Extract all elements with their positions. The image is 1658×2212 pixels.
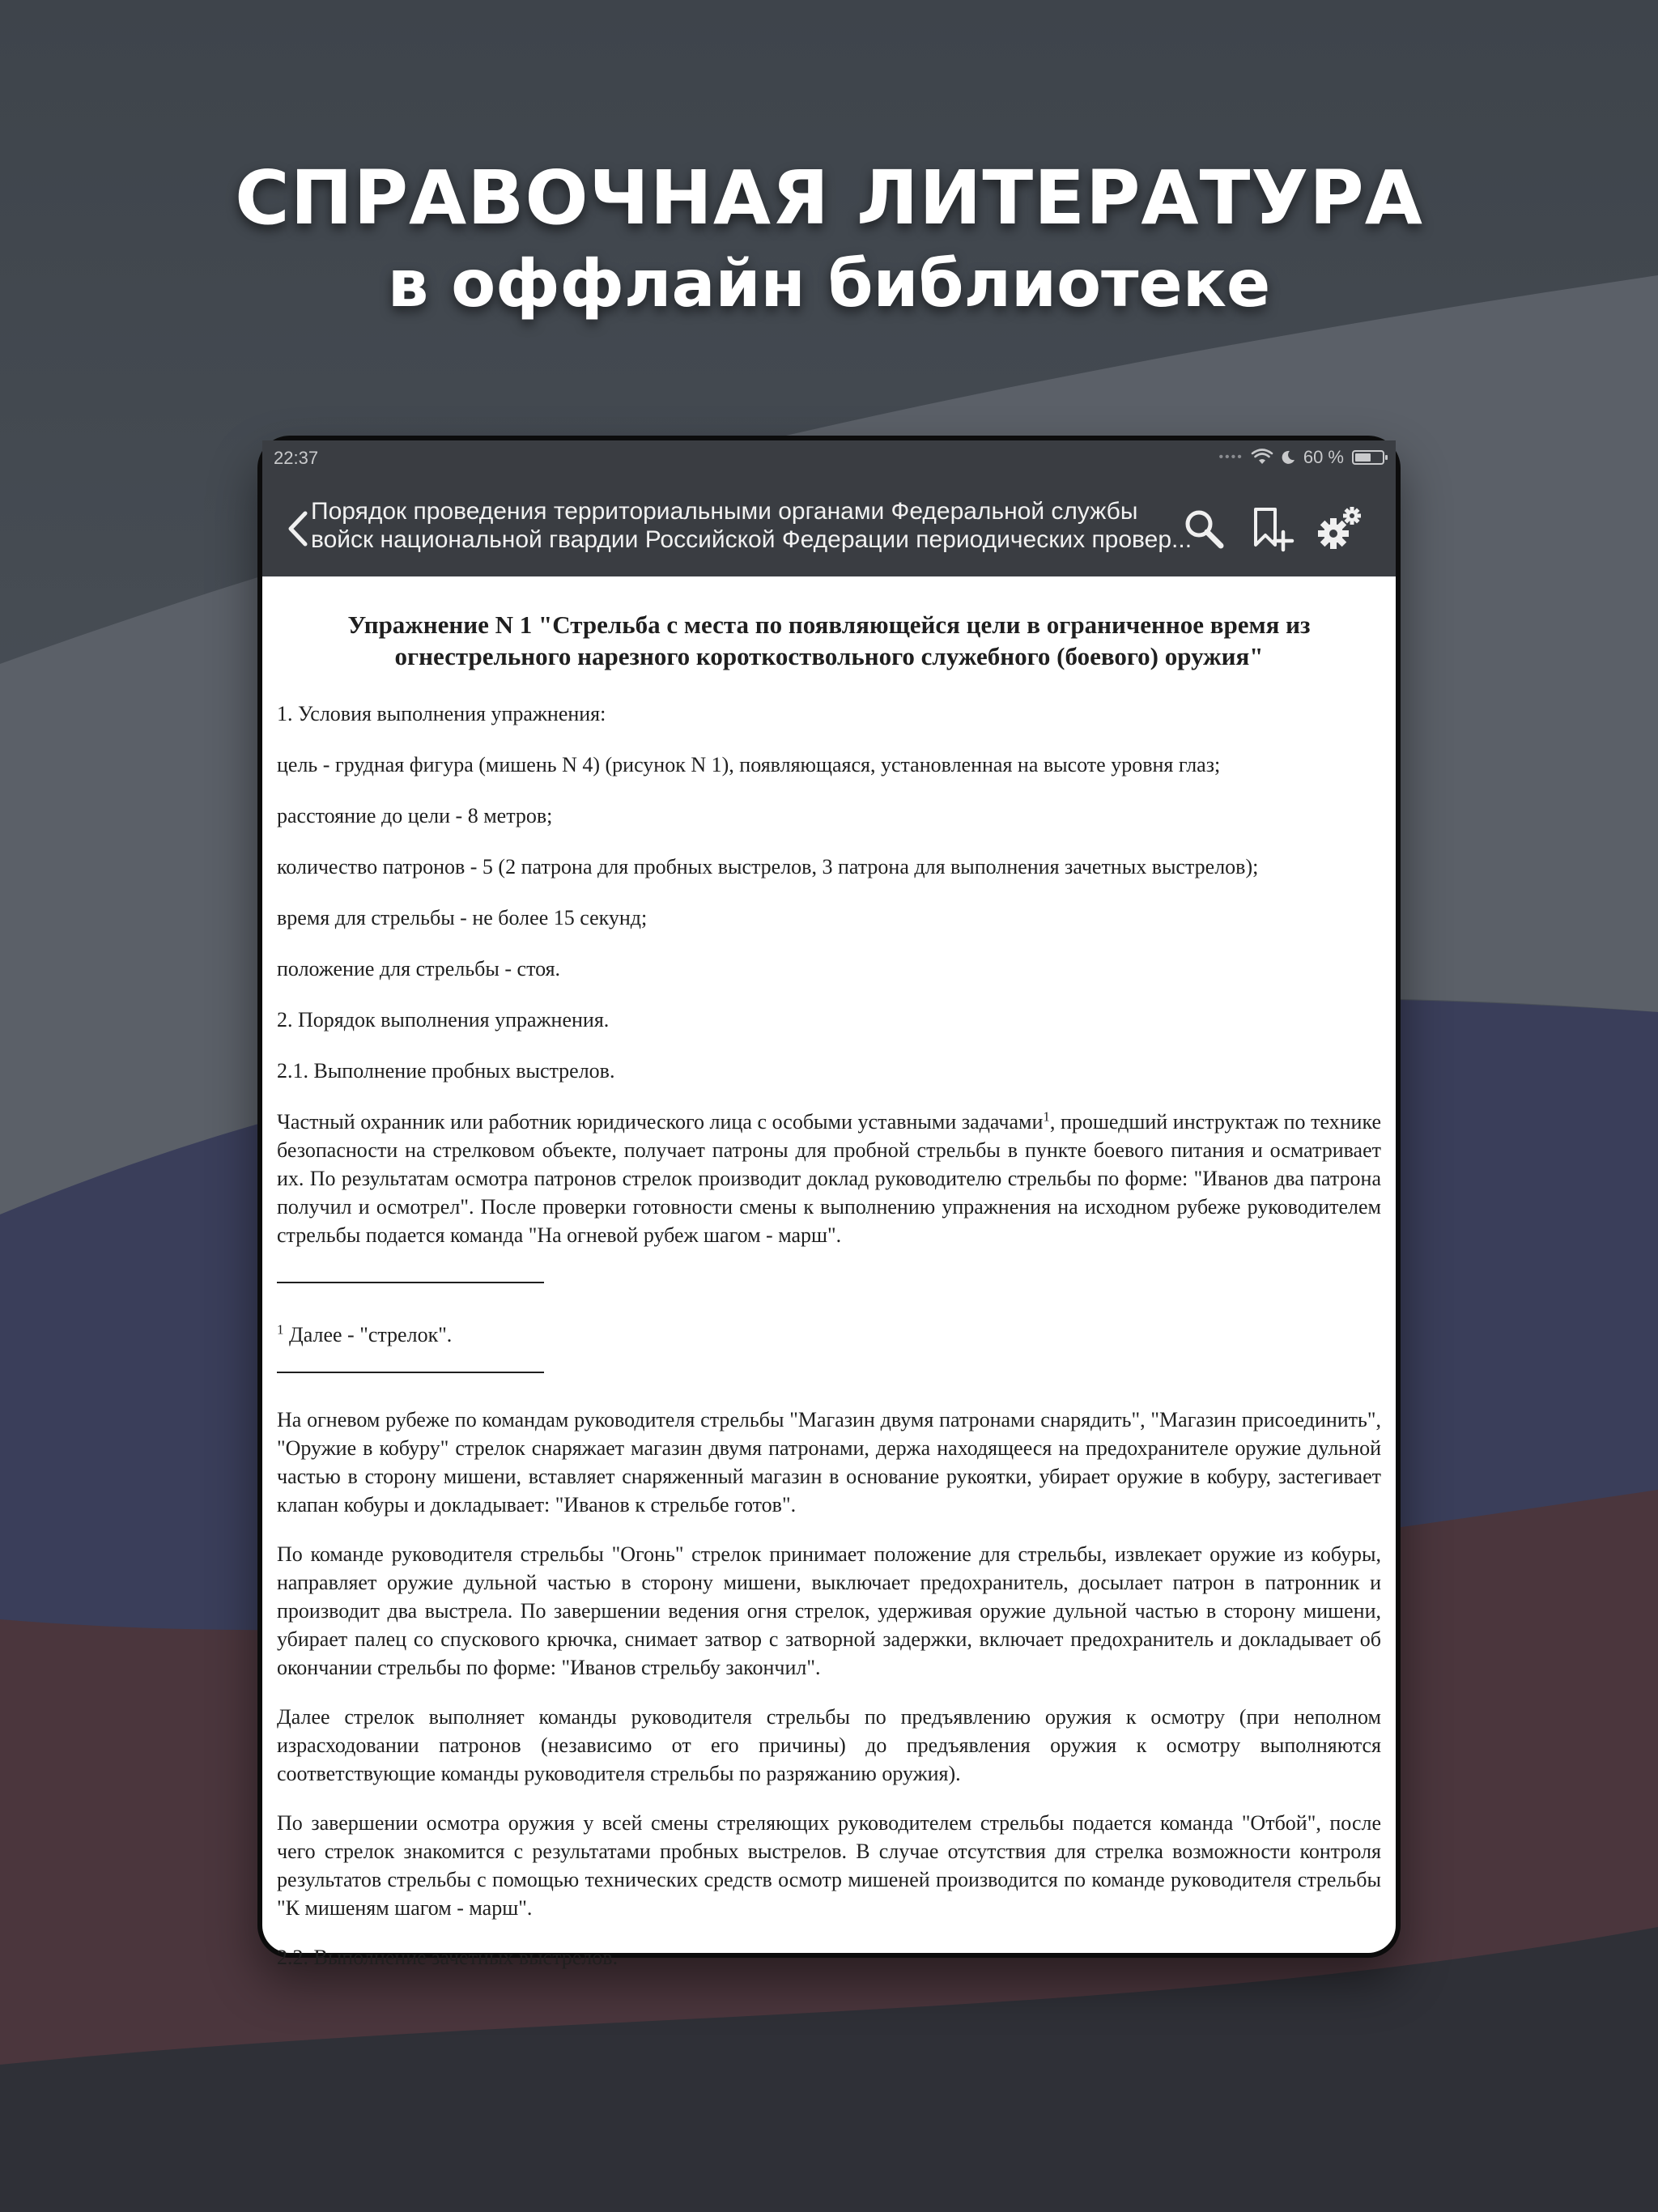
doc-paragraph: Далее стрелок выполняет команды руководителя стрельбы по предъявлению оружия к осмотру (при неполном израсходовании патронов (независимо от его причины) до предъявления оружия к осмотру выполняются соответствующие команды руководителя стрельбы по разряжанию оружия).	[277, 1705, 1381, 1785]
moon-icon	[1281, 450, 1295, 465]
paragraph-text: Частный охранник или работник юридического лица с особыми уставными задачами	[277, 1110, 1044, 1134]
doc-paragraph: 2.1. Выполнение пробных выстрелов.	[277, 1059, 615, 1083]
promo-subtitle: в оффлайн библиотеке	[387, 246, 1271, 321]
add-bookmark-button[interactable]	[1245, 502, 1299, 555]
doc-paragraph: 2. Порядок выполнения упражнения.	[277, 1008, 610, 1032]
doc-paragraph: время для стрельбы - не более 15 секунд;	[277, 906, 648, 929]
doc-paragraph: расстояние до цели - 8 метров;	[277, 804, 553, 827]
document-title-line1: Порядок проведения территориальными органами Федеральной службы	[311, 498, 1138, 525]
document-title-line2: войск национальной гвардии Российской Федерации периодических провер...	[311, 526, 1192, 553]
doc-paragraph: 2.2. Выполнение зачетных выстрелов.	[277, 1946, 619, 1969]
status-time: 22:37	[274, 448, 319, 468]
doc-paragraph	[277, 1108, 1381, 1249]
battery-icon	[1352, 450, 1384, 465]
promo-title: СПРАВОЧНАЯ ЛИТЕРАТУРА	[235, 155, 1423, 241]
footnote	[277, 1321, 1381, 1349]
footnote-divider	[277, 1372, 544, 1373]
wifi-icon	[1252, 449, 1273, 466]
footnote-mark: 1	[277, 1321, 284, 1338]
settings-button[interactable]	[1313, 502, 1367, 555]
document-title	[311, 497, 1192, 554]
footnote-link[interactable]: 1	[1043, 1108, 1050, 1125]
status-indicators	[1218, 447, 1384, 468]
promo-heading	[0, 155, 1658, 326]
exercise-title: Упражнение N 1 "Стрельба с места по появляющейся цели в ограниченное время из огнестрельного нарезного короткоствольного служебного (боевого) оружия"	[347, 610, 1311, 670]
document-content[interactable]	[277, 576, 1381, 1969]
nav-bar	[262, 481, 1396, 576]
tablet-screen	[262, 440, 1396, 1969]
doc-paragraph: положение для стрельбы - стоя.	[277, 957, 561, 981]
doc-paragraph: количество патронов - 5 (2 патрона для пробных выстрелов, 3 патрона для выполнения зачетных выстрелов);	[277, 855, 1259, 878]
nav-actions	[1177, 502, 1367, 555]
doc-paragraph: По завершении осмотра оружия у всей смены стреляющих руководителем стрельбы подается команда "Отбой", после чего стрелок знакомится с результатами пробных выстрелов. В случае отсутствия для стрелка возможности контроля результатов стрельбы с помощью технических средств осмотр мишеней производится по команде руководителя стрельбы "К мишеням шагом - марш".	[277, 1811, 1381, 1920]
doc-paragraph: цель - грудная фигура (мишень N 4) (рисунок N 1), появляющаяся, установленная на высоте уровня глаз;	[277, 753, 1221, 776]
doc-paragraph: 1. Условия выполнения упражнения:	[277, 702, 606, 725]
chevron-left-icon	[286, 510, 310, 547]
search-icon	[1182, 507, 1226, 551]
signal-icon: ••••	[1218, 450, 1244, 464]
tablet-frame	[257, 436, 1401, 1969]
bookmark-add-icon	[1249, 506, 1295, 551]
footnote-divider	[277, 1282, 544, 1283]
status-bar	[262, 440, 1396, 481]
doc-paragraph: На огневом рубеже по командам руководителя стрельбы "Магазин двумя патронами снарядить", "Магазин присоединить", "Оружие в кобуру" стрелок снаряжает магазин двумя патронами, держа находящееся на предохранителе оружие дульной частью в сторону мишени, вставляет снаряженный магазин в основание рукоятки, убирает оружие в кобуру, застегивает клапан кобуры и докладывает: "Иванов к стрельбе готов".	[277, 1408, 1381, 1516]
footnote-text: Далее - "стрелок".	[283, 1323, 453, 1346]
battery-percent: 60 %	[1303, 447, 1344, 467]
paragraph-text: , прошедший инструктаж по технике безопасности на стрелковом объекте, получает патроны для пробной стрельбы в пункте боевого питания и осматривает их. По результатам осмотра патронов стрелок производит доклад руководителю стрельбы по форме: "Иванов два патрона получил и осмотрел". После проверки готовности смены к выполнению упражнения на исходном рубеже руководителем стрельбы подается команда "На огневой рубеж шагом - марш".	[277, 1110, 1381, 1247]
search-button[interactable]	[1177, 502, 1231, 555]
doc-paragraph: По команде руководителя стрельбы "Огонь" стрелок принимает положение для стрельбы, извлекает оружие из кобуры, направляет оружие дульной частью в сторону мишени, выключает предохранитель, досылает патрон в патронник и производит два выстрела. По завершении ведения огня стрелок, удерживая оружие дульной частью в сторону мишени, убирает палец со спускового крючка, снимает затвор с затворной задержки, включает предохранитель и докладывает об окончании стрельбы по форме: "Иванов стрельбу закончил".	[277, 1542, 1381, 1679]
gear-icon	[1316, 504, 1364, 553]
